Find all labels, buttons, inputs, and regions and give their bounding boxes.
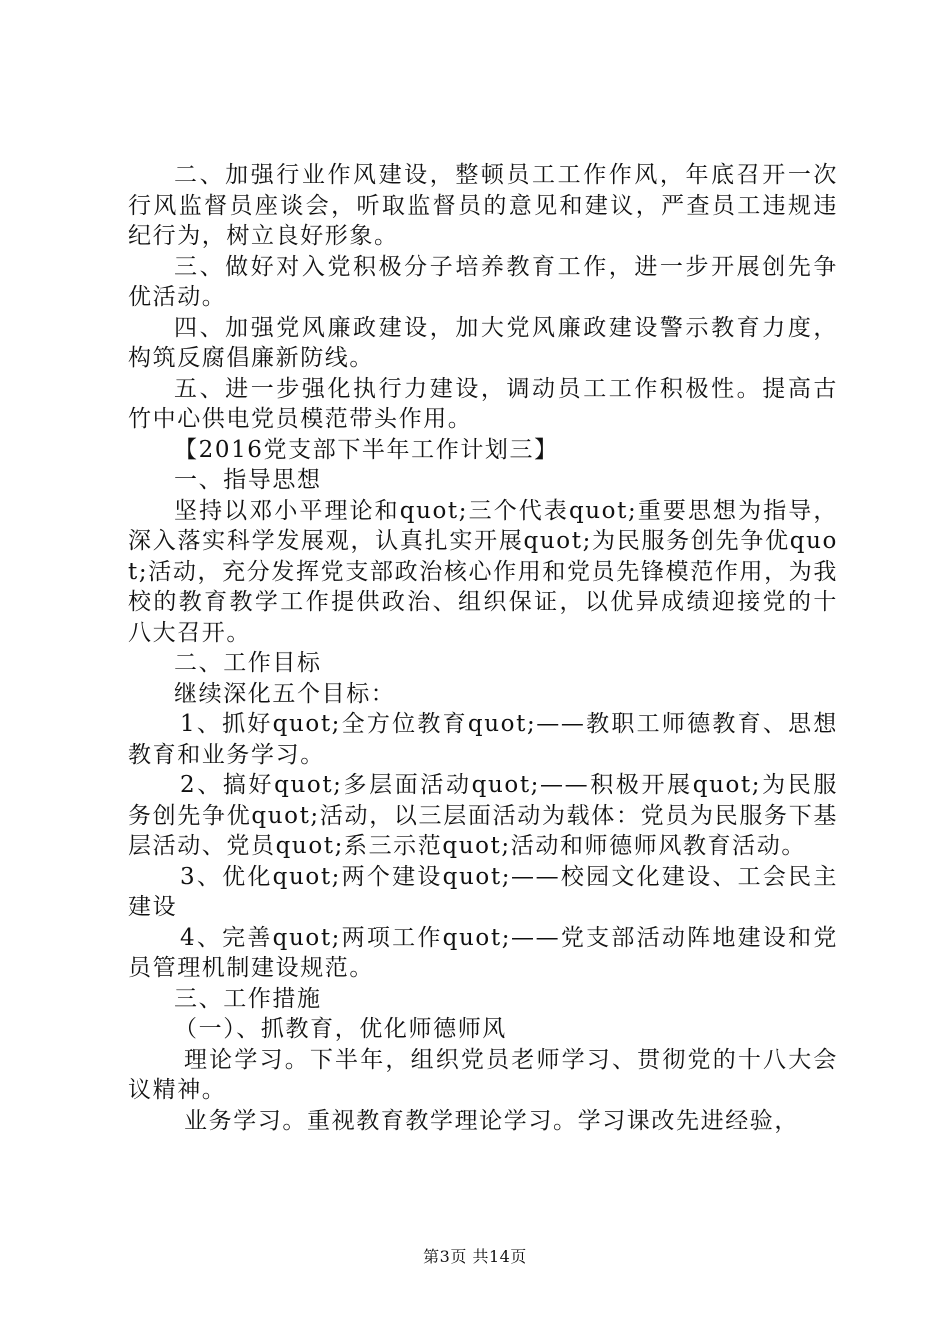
heading-guiding-thought: 一、指导思想 <box>174 467 322 493</box>
heading-work-goals: 二、工作目标 <box>174 650 322 676</box>
goal-item-1: 1、抓好quot;全方位教育quot;——教职工师德教育、思想教育和业务学习。 <box>128 711 838 768</box>
paragraph-3: 四、加强党风廉政建设，加大党风廉政建设警示教育力度，构筑反腐倡廉新防线。 <box>128 314 838 371</box>
goal-item-4: 4、完善quot;两项工作quot;——党支部活动阵地建设和党员管理机制建设规范。 <box>128 924 838 981</box>
goal-item-2: 2、搞好quot;多层面活动quot;——积极开展quot;为民服务创先争优quot;活动，以三层面活动为载体：党员为民服务下基层活动、党员quot;系三示范quot;活动和师德师风教育活动。 <box>128 772 838 859</box>
page-number-footer: 第3页 共14页 <box>423 1247 527 1266</box>
paragraph-1: 二、加强行业作风建设，整顿员工工作作风，年底召开一次行风监督员座谈会，听取监督员的意见和建议，严查员工违规违纪行为，树立良好形象。 <box>128 162 838 249</box>
goal-item-3: 3、优化quot;两个建设quot;——校园文化建设、工会民主建设 <box>128 863 838 920</box>
paragraph-business-study: 业务学习。重视教育教学理论学习。学习课改先进经验， <box>184 1107 799 1134</box>
subheading-education: （一）、抓教育，优化师德师风 <box>174 1016 507 1042</box>
paragraph-guiding-thought: 坚持以邓小平理论和quot;三个代表quot;重要思想为指导，深入落实科学发展观，认真扎实开展quot;为民服务创先争优quot;活动，充分发挥党支部政治核心作用和党员先锋模范作用，为我校的教育教学工作提供政治、组织保证，以优异成绩迎接党的十八大召开。 <box>128 497 838 646</box>
document-body <box>128 160 838 1136</box>
paragraph-2: 三、做好对入党积极分子培养教育工作，进一步开展创先争优活动。 <box>128 253 838 310</box>
section-heading-plan-three: 【2016党支部下半年工作计划三】 <box>174 436 559 463</box>
paragraph-theory-study: 理论学习。下半年，组织党员老师学习、贯彻党的十八大会议精神。 <box>128 1046 838 1103</box>
paragraph-goals-intro: 继续深化五个目标： <box>174 680 396 707</box>
heading-work-measures: 三、工作措施 <box>174 985 322 1012</box>
paragraph-4: 五、进一步强化执行力建设，调动员工工作积极性。提高古竹中心供电党员模范带头作用。 <box>128 375 838 432</box>
